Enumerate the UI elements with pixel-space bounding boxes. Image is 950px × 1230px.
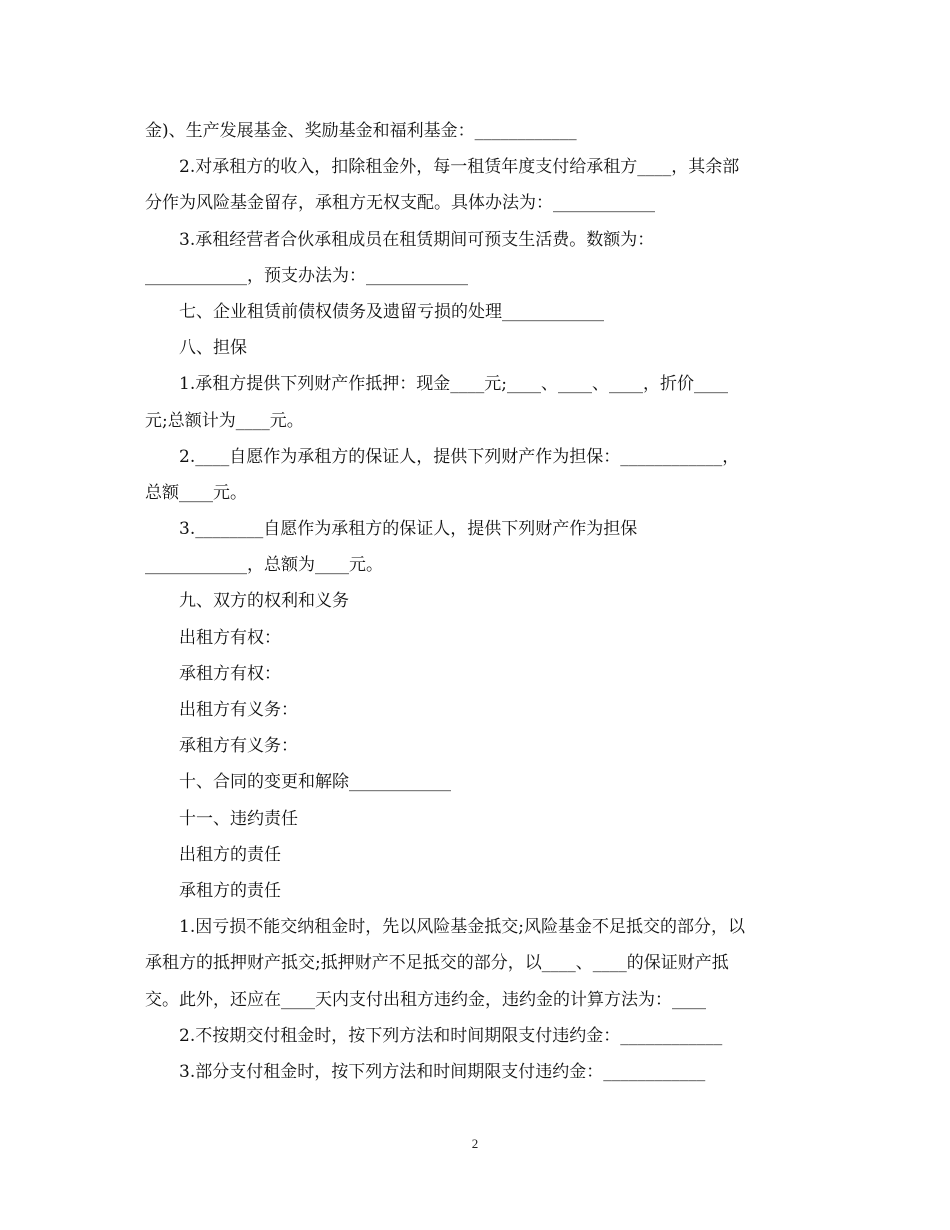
text-line: 2.____自愿作为承租方的保证人，提供下列财产作为担保：____________， [179, 446, 740, 467]
text-line: ____________，总额为____元。 [145, 555, 383, 576]
document-body [145, 113, 810, 1090]
text-line: 1.因亏损不能交纳租金时，先以风险基金抵交;风险基金不足抵交的部分，以 [179, 917, 745, 938]
text-line: 承租方有义务： [179, 736, 298, 757]
text-line: 2.不按期交付租金时，按下列方法和时间期限支付违约金：____________ [179, 1025, 723, 1046]
text-line: 承租方有权： [179, 663, 281, 684]
text-line: 3.部分支付租金时，按下列方法和时间期限支付违约金：____________ [179, 1061, 706, 1082]
text-line: 九、双方的权利和义务 [179, 591, 349, 612]
text-line: 2.对承租方的收入，扣除租金外，每一租赁年度支付给承租方____，其余部 [179, 157, 740, 178]
text-line: 3.________自愿作为承租方的保证人，提供下列财产作为担保 [179, 519, 638, 540]
text-line: 十一、违约责任 [179, 808, 298, 829]
text-line: 出租方的责任 [179, 844, 281, 865]
text-line: ____________，预支办法为：____________ [145, 265, 468, 286]
text-line: 总额____元。 [145, 482, 247, 503]
text-line: 八、担保 [179, 338, 247, 359]
text-line: 七、企业租赁前债权债务及遗留亏损的处理____________ [179, 301, 604, 322]
text-line: 金)、生产发展基金、奖励基金和福利基金：____________ [145, 121, 577, 141]
text-line: 3.承租经营者合伙承租成员在租赁期间可预支生活费。数额为： [179, 229, 655, 250]
text-line: 元;总额计为____元。 [145, 410, 304, 431]
text-line: 出租方有义务： [179, 700, 298, 720]
text-line: 交。此外，还应在____天内支付出租方违约金，违约金的计算方法为：____ [145, 989, 706, 1010]
text-line: 1.承租方提供下列财产作抵押：现金____元;____、____、____，折价____ [179, 374, 728, 395]
text-line: 承租方的抵押财产抵交;抵押财产不足抵交的部分，以____、____的保证财产抵 [145, 953, 729, 974]
text-line: 出租方有权： [179, 627, 281, 648]
page-number: 2 [471, 1136, 479, 1151]
text-line: 承租方的责任 [179, 880, 281, 901]
text-line: 分作为风险基金留存，承租方无权支配。具体办法为：____________ [145, 193, 655, 214]
text-line: 十、合同的变更和解除____________ [179, 772, 451, 793]
